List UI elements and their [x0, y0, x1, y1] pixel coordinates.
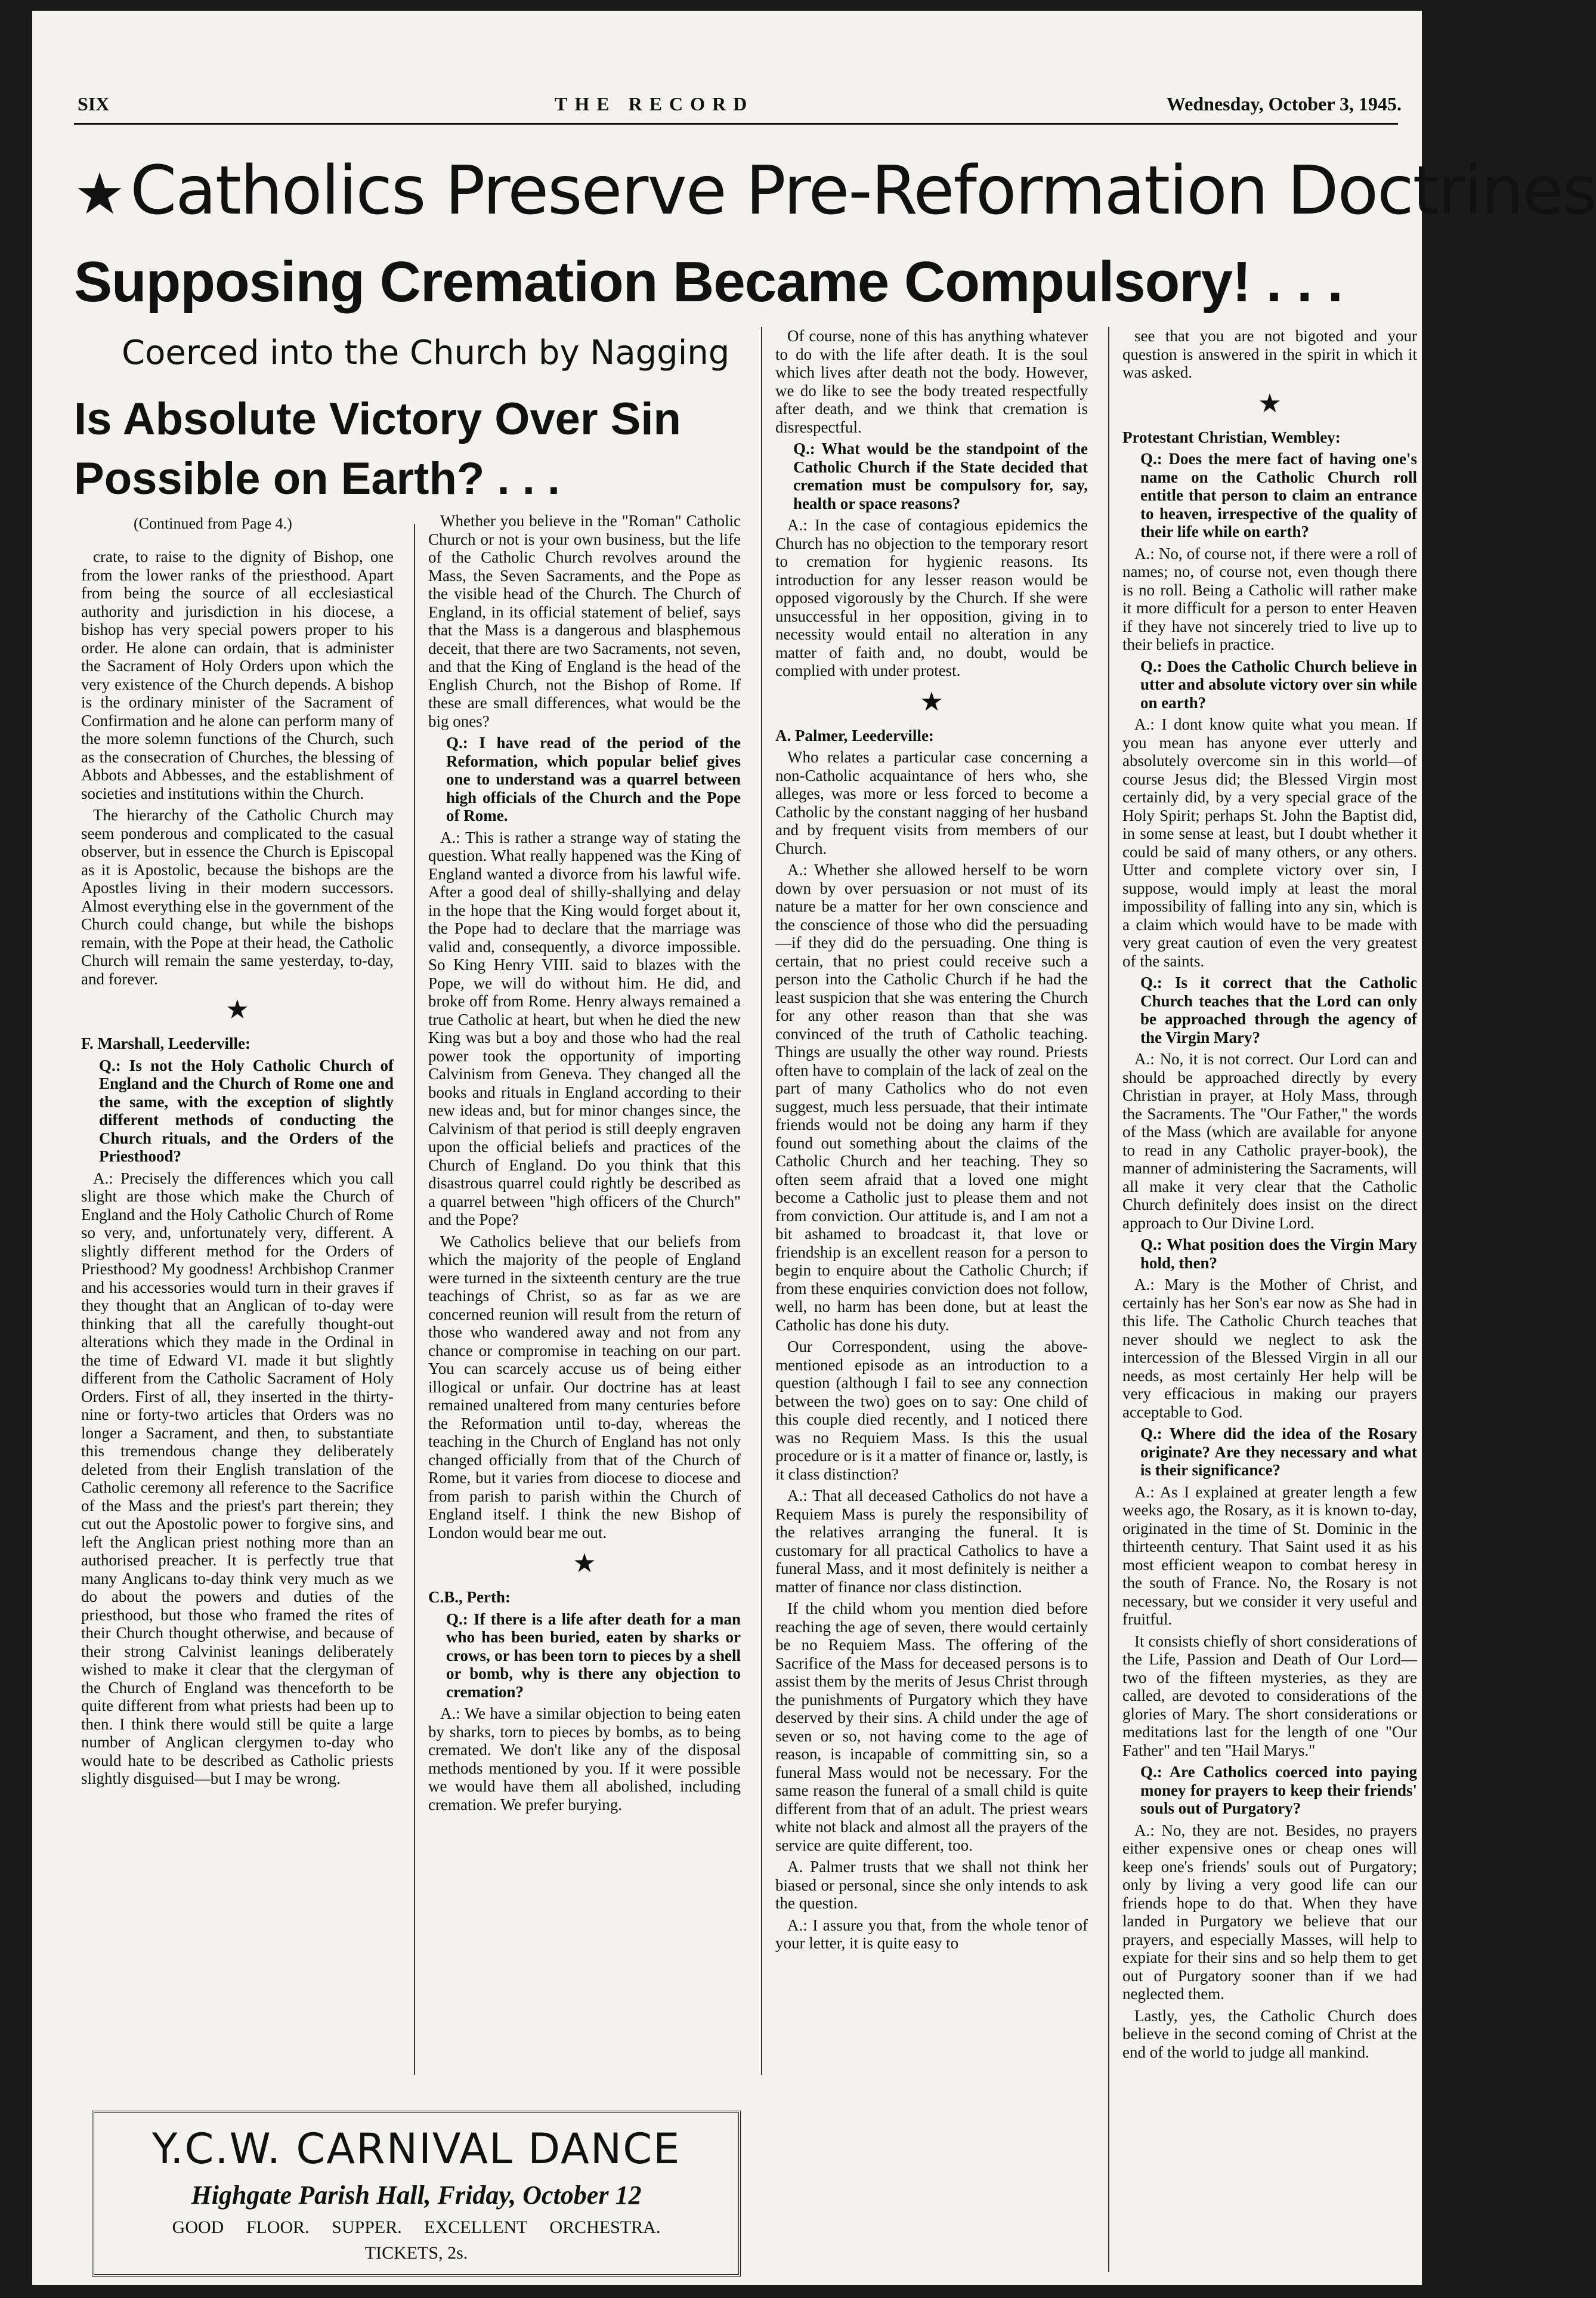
ad-tickets: TICKETS, 2s.: [364, 2243, 468, 2263]
newspaper-page: [32, 11, 1596, 2285]
paragraph: If the child whom you mention died before reaching the age of seven, there would certainly be no Requiem Mass. The offering of the Sacrifice of the Mass for deceased persons is to assist them by the merits of Jesus Christ through the punishments of Purgatory which they have deserved by their sins. A child under the age of seven or so, not having come to the age of reason, is incapable of committing sin, so a funeral Mass would not be necessary. For the same reason the funeral of a small child is quite different from that of an adult. The priest wears white not black and almost all the prayers of the service are quite different, too.: [775, 1599, 1088, 1854]
column-1: [81, 548, 394, 2075]
column-divider: [761, 327, 762, 2075]
headline-nagging: Coerced into the Church by Nagging: [122, 333, 730, 372]
question: Q.: What position does the Virgin Mary hold, then?: [1140, 1236, 1417, 1272]
correspondent: C.B., Perth:: [428, 1588, 511, 1606]
paragraph: We Catholics believe that our beliefs from which the majority of the people of England were turned in the sixteenth century are the true teachings of Christ, so as far as we are concerned reunion will result from the return of those who wandered away and not from any chance or compromise in teaching on our part. You can scarcely accuse us of being either illogical or unfair. Our doctrine has at least remained unaltered from many centuries before the Reformation until to-day, whereas the teaching in the Church of England has not only changed officially from that of the Church of Rome, but it varies from diocese to diocese and from parish to parish within the Church of England itself. I think the new Bishop of London would bear me out.: [428, 1232, 741, 1542]
question: Q.: What would be the standpoint of the Catholic Church if the State decided that cremation must be compulsory for, say, health or space reasons?: [793, 440, 1088, 512]
paragraph: It consists chiefly of short considerations of the Life, Passion and Death of Our Lord—two of the fifteen mysteries, as they are called, are devoted to considerations of the glories of Mary. The short considerations or meditations last for the length of one "Our Father" and ten "Hail Marys.": [1122, 1632, 1417, 1759]
paragraph: see that you are not bigoted and your question is answered in the spirit in which it was asked.: [1122, 327, 1417, 381]
column-4: [1122, 327, 1417, 2272]
ad-title: Y.C.W. CARNIVAL DANCE: [151, 2124, 681, 2173]
star-icon: ★: [573, 1549, 596, 1578]
masthead-rule: [74, 123, 1398, 125]
ad-features: GOOD FLOOR. SUPPER. EXCELLENT ORCHESTRA.: [172, 2217, 661, 2237]
question: Q.: I have read of the period of the Reformation, which popular belief gives one to understand was a quarrel between high officials of the Church and the Pope of Rome.: [446, 734, 741, 824]
answer: A.: As I explained at greater length a few weeks ago, the Rosary, as it is known to-day, originated in the time of St. Dominic in the thirteenth century. That Saint used it as his most efficient weapon to combat heresy in the south of France. No, the Rosary is not necessary, but we consider it very useful and fruitful.: [1122, 1482, 1417, 1628]
correspondent: F. Marshall, Leederville:: [81, 1034, 250, 1052]
answer: A.: No, of course not, if there were a roll of names; no, of course not, even though there is no roll. Being a Catholic will rather make it more difficult for a person to enter Heaven if they have not sincerely tried to live up to their beliefs in practice.: [1122, 544, 1417, 653]
star-icon: ★: [1258, 388, 1282, 418]
star-icon: ★: [225, 995, 249, 1024]
issue-date: Wednesday, October 3, 1945.: [1166, 93, 1402, 115]
banner-title: Catholics Preserve Pre-Reformation Doctrines: [130, 152, 1596, 230]
question: Q.: Does the Catholic Church believe in utter and absolute victory over sin while on earth?: [1140, 657, 1417, 712]
paragraph: crate, to raise to the dignity of Bishop, one from the lower ranks of the priesthood. Apart from being the source of all ecclesiastical authority and jurisdiction in his diocese, a bishop has very special powers proper to his order. He alone can ordain, that is administer the Sacrament of Holy Orders upon which the very existence of the Church depends. A bishop is the ordinary minister of the Sacrament of Confirmation and he alone can perform many of the more solemn functions of the Church, such as the consecration of Churches, the blessing of Abbots and Abbesses, and the establishment of societies and institutions within the Church.: [81, 548, 394, 802]
answer: A.: No, it is not correct. Our Lord can and should be approached directly by every Christian in prayer, at Holy Mass, through the Sacraments. The "Our Father," the words of the Mass (which are available for anyone to read in any Catholic prayer-book), the manner of administering the Sacraments, will all make it very clear that the Catholic Church definitely does insist on the direct approach to Our Divine Lord.: [1122, 1050, 1417, 1232]
answer: A.: That all deceased Catholics do not have a Requiem Mass is purely the responsibility of the relatives arranging the funeral. It is customary for all practical Catholics to have a funeral Mass, and it most definitely is neither a matter of finance nor class distinction.: [775, 1487, 1088, 1596]
paragraph: Whether you believe in the "Roman" Catholic Church or not is your own business, but the life of the Catholic Church revolves around the Mass, the Seven Sacraments, and the Pope as the visible head of the Church. The Church of England, in its official statement of belief, says that the Mass is a dangerous and blasphemous deceit, that there are two Sacraments, not seven, and that the King of England is the head of the English Church, not the Bishop of Rome. If these are small differences, what would be the big ones?: [428, 512, 741, 730]
question: Q.: Is it correct that the Catholic Church teaches that the Lord can only be approached through the agency of the Virgin Mary?: [1140, 974, 1417, 1046]
continued-note: (Continued from Page 4.): [134, 515, 292, 532]
question: Q.: Does the mere fact of having one's name on the Catholic Church roll entitle that person to claim an entrance to heaven, irrespective of the quality of their life while on earth?: [1140, 450, 1417, 540]
carnival-dance-advertisement: [92, 2111, 741, 2277]
question: Q.: Where did the idea of the Rosary originate? Are they necessary and what is their significance?: [1140, 1425, 1417, 1479]
answer: A.: We have a similar objection to being eaten by sharks, torn to pieces by bombs, as to being cremated. We don't like any of the disposal methods mentioned by you. If it were possible we would have them all abolished, including cremation. We prefer burying.: [428, 1704, 741, 1814]
ad-venue: Highgate Parish Hall, Friday, October 12: [191, 2180, 642, 2210]
answer: A.: Whether she allowed herself to be worn down by over persuasion or not must of its nature be a matter for her own conscience and the conscience of those who did the persuading—if they did do the persuading. One thing is certain, that no priest could receive such a person into the Catholic Church if he had the least suspicion that she was entering the Church for any other reason than that she was convinced of the truth of Catholic teaching. Things are usually the other way round. Priests often have to complain of the lack of zeal on the part of many Catholics who do not even suggest, much less persuade, that their intimate friends would not be doing any harm if they found out something about the claims of the Catholic Church and her teaching. They so often seem afraid that a loved one might become a Catholic just to please them and not from conviction. Our attitude is, and I am not a bit ashamed to broadcast it, that love or friendship is an excellent reason for a person to begin to enquire about the Catholic Church; if from these enquiries conviction does not follow, well, no harm has been done, but at least the Catholic has done his duty.: [775, 861, 1088, 1334]
star-icon: ★: [74, 160, 125, 227]
answer: A.: No, they are not. Besides, no prayers either expensive ones or cheap ones will keep one's friends' souls out of Purgatory; only by living a very good life can our friends hope to do that. When they have landed in Purgatory we believe that our prayers, and especially Masses, will help to expiate for their sins and so help them to get out of Purgatory sooner than if we had neglected them.: [1122, 1821, 1417, 2003]
headline-cremation: Supposing Cremation Became Compulsory! . . .: [74, 250, 1343, 314]
question: Q.: Is not the Holy Catholic Church of England and the Church of Rome one and the same, with the exception of slightly different methods of conducting the Church rituals, and the Orders of the Priesthood?: [99, 1056, 394, 1165]
correspondent: Protestant Christian, Wembley:: [1122, 428, 1341, 446]
paragraph: A. Palmer trusts that we shall not think her biased or personal, since she only intends to ask the question.: [775, 1858, 1088, 1912]
answer: A.: Precisely the differences which you call slight are those which make the Church of England and the Holy Catholic Church of Rome so very, and, unfortunately very, different. A slightly different method for the Orders of Priesthood? My goodness! Archbishop Cranmer and his accessories would turn in their graves if they thought that an Anglican of to-day were thinking that all the carefully thought-out alterations which they made in the Ordinal in the time of Edward VI. made it but slightly different from the Catholic Sacrament of Holy Orders. First of all, they inserted in the thirty-nine or forty-two articles that Orders was no longer a Sacrament, and then, to substantiate this tremendous change they deliberately deleted from their English translation of the Catholic ceremony all reference to the Sacrifice of the Mass and the priest's part therein; they cut out the Apostolic power to forgive sins, and left the Anglican priest nothing more than an authorised preacher. It is perfectly true that many Anglicans to-day think very much as we do about the powers and duties of the priesthood, but those who framed the rites of their Church thought otherwise, and because of their strong Calvinist leanings deliberately wished to make it clear that the clergyman of the Church of England was thenceforth to be quite different from what priests had been up to then. I think there would still be quite a large number of Anglican clergymen to-day who would hate to be described as Catholic priests slightly disguised—but I may be wrong.: [81, 1169, 394, 1787]
column-2: [428, 512, 741, 2075]
paragraph: Who relates a particular case concerning a non-Catholic acquaintance of hers who, she alleges, was more or less forced to become a Catholic by the constant nagging of her husband and by frequent visits from members of our Church.: [775, 748, 1088, 857]
paragraph: Lastly, yes, the Catholic Church does believe in the second coming of Christ at the end of the world to judge all mankind.: [1122, 2006, 1417, 2061]
column-divider: [414, 524, 415, 2075]
question: Q.: Are Catholics coerced into paying money for prayers to keep their friends' souls out of Purgatory?: [1140, 1763, 1417, 1817]
answer: A.: In the case of contagious epidemics the Church has no objection to the temporary resort to cremation for hygienic reasons. Its introduction for any lesser reason would be opposed vigorously by the Church. If she were unsuccessful in her opposition, giving in to necessity would entail no alteration in any matter of faith and, no doubt, would be complied with under protest.: [775, 516, 1088, 679]
paragraph: Of course, none of this has anything whatever to do with the life after death. It is the soul which lives after death not the body. However, we do like to see the body treated respectfully after death, and we think that cremation is disrespectful.: [775, 327, 1088, 436]
answer: A.: I dont know quite what you mean. If you mean has anyone ever utterly and absolutely overcome sin in this world—of course Jesus did; the Blessed Virgin most certainly did, by a very special grace of the Holy Spirit; perhaps St. John the Baptist did, in some sense at least, but I doubt whether it could be said of many others, or any others. Utter and complete victory over sin, I suppose, would imply at least the moral impossibility of falling into any sin, which is a claim which would have to be made with very great caution of even the very greatest of the saints.: [1122, 715, 1417, 970]
paper-name: THE RECORD: [555, 93, 754, 115]
page-number: SIX: [78, 93, 110, 115]
column-3: [775, 327, 1088, 2272]
paragraph: The hierarchy of the Catholic Church may seem ponderous and complicated to the casual observer, but in essence the Church is Episcopal as it is Apostolic, because the bishops are the Apostles living in their modern successors. Almost everything else in the government of the Church could change, but while the bishops remain, with the Pope at their head, the Catholic Church will remain the same yesterday, to-day, and forever.: [81, 806, 394, 988]
star-icon: ★: [920, 687, 944, 716]
masthead: [78, 93, 1402, 119]
answer: A.: This is rather a strange way of stating the question. What really happened was the King of England wanted a divorce from his lawful wife. After a good deal of shilly-shallying and delay in the hope that the King would forget about it, the Pope had to declare that the marriage was valid and, consequently, a divorce impossible. So King Henry VIII. said to blazes with the Pope, we will do without him. He did, and broke off from Rome. Henry always remained a true Catholic at heart, but when he died the new King was but a boy and those who had the real power took the opportunity of importing Calvinism from Geneva. They changed all the books and rituals in England according to their new ideas and, but for minor changes since, the Calvinism of that period is still deeply engraven upon the official beliefs and practices of the Church of England. Do you think that this disastrous quarrel could rightly be described as a quarrel between "high officers of the Church" and the Pope?: [428, 828, 741, 1228]
correspondent: A. Palmer, Leederville:: [775, 726, 934, 745]
paragraph: Our Correspondent, using the above-mentioned episode as an introduction to a question (although I fail to see any connection between the two) goes on to say: One child of this couple died recently, and I noticed there was no Requiem Mass. Is this the usual procedure or is it a matter of finance or, lastly, is it class distinction?: [775, 1338, 1088, 1483]
answer: A.: Mary is the Mother of Christ, and certainly has her Son's ear now as She had in this life. The Catholic Church teaches that never should we neglect to ask the intercession of the Blessed Virgin in all our needs, as most certainly Her help will be very efficacious in making our prayers acceptable to God.: [1122, 1275, 1417, 1421]
headline-victory: Is Absolute Victory Over Sin Possible on Earth? . . .: [74, 394, 681, 504]
question: Q.: If there is a life after death for a man who has been buried, eaten by sharks or crows, or has been torn to pieces by a shell or bomb, why is there any objection to cremation?: [446, 1610, 741, 1701]
banner-headline: [74, 149, 1596, 233]
answer: A.: I assure you that, from the whole tenor of your letter, it is quite easy to: [775, 1916, 1088, 1952]
column-divider: [1108, 327, 1109, 2272]
